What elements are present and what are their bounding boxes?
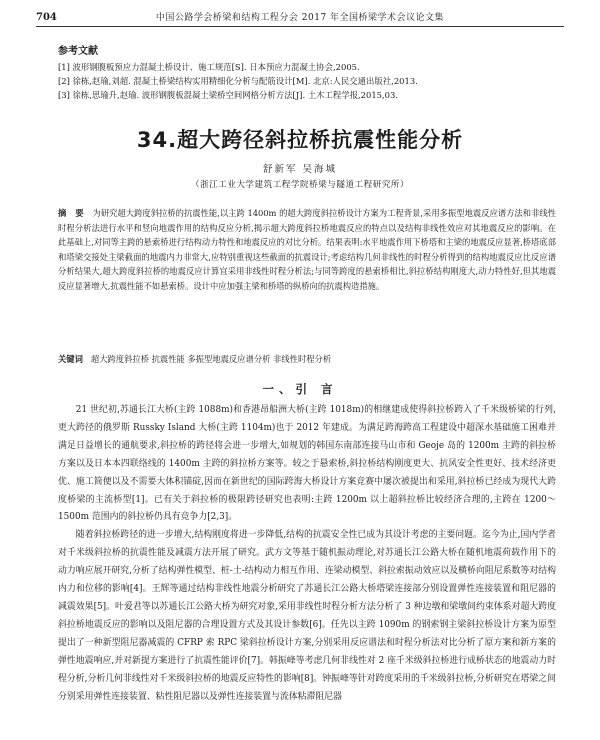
page-number: 704 <box>36 12 57 23</box>
references-heading: 参考文献 <box>58 46 98 57</box>
abstract <box>58 206 556 293</box>
keywords <box>58 352 556 366</box>
article-title: 34.超大跨径斜拉桥抗震性能分析 <box>136 128 464 152</box>
conference-title: 中国公路学会桥梁和结构工程分会 2017 年全国桥梁学术会议论文集 <box>155 13 445 23</box>
body-paragraph: 随着斜拉桥跨径的进一步增大,结构刚度将进一步降低,结构的抗震安全性已成为其设计考虑的主要问题。迄今为止,国内学者对千米级斜拉桥的抗震性能及减震方法开展了研究。武方文等基于随机振动理论,对苏通长江公路大桥在随机地震荷载作用下的动力响应展开研究,分析了结构弹性模型、桩-土-结构动力相互作用、连梁动模型、斜拉索振动效应以及横桥向阻尼系数等对结构内力和位移的影响[4]。王辉等通过结构非线性地震分析研究了苏通长江公路大桥塔梁连接部分别设置弹性连接装置和阻尼器的减震效果[5]。叶爱君等以苏通长江公路大桥为研究对象,采用非线性时程分析方法分析了 3 种边墩和梁墩间约束体系对超大跨度斜拉桥地震反应的影响以及阻尼器的合理设置方式及其设计参数[6]。任先以主跨 1090m 的钢索钢主梁斜拉桥设计方案为原型提出了一种新型阻尼器减震的 CFRP 索 RPC 梁斜拉桥设计方案,分别采用反应谱法和时程分析法对比分析了原方案和新方案的弹性地震响应,并对新提方案进行了抗震性能评价[7]。韩振峰等考虑几何非线性对 2 座千米级斜拉桥进行成桥状态的地震动力时程分析,分析几何非线性对千米级斜拉桥的地震反应特性的影响[8]。钟振峰等针对跨度采用的千米级斜拉桥,分析研究在塔梁之间分别采用弹性连接装置、粘性阻尼器以及弹性连接装置与流体粘滞阻尼器 <box>58 530 556 702</box>
article-affiliation: （浙江工业大学建筑工程学院桥梁与隧道工程研究所） <box>190 180 410 190</box>
abstract-label: 摘 要 <box>58 208 87 218</box>
keywords-text: 超大跨度斜拉桥 抗震性能 多振型地震反应谱分析 非线性时程分析 <box>90 354 332 364</box>
reference-item: [2] 徐栋,赵瑜,刘超. 混凝土桥梁结构实用精细化分析与配筋设计[M]. 北京:人民交通出版社,2013. <box>58 76 418 86</box>
abstract-text: 为研究超大跨度斜拉桥的抗震性能,以主跨 1400m 的超大跨度斜拉桥设计方案为工程背景,采用多振型地震反应谱方法和非线性时程分析法进行水平和竖向地震作用的结构反应分析,揭示超大跨度斜拉桥地震反应的特点以及结构非线性效应对其地震反应的影响。在此基础上,对同等主跨的悬索桥进行结构动力特性和地震反应的对比分析。结果表明:水平地震作用下桥塔和主梁的地震反应显著,桥塔底部和塔梁交接处主梁截面的地震内力非常大,应特别重视这些截面的抗震设计;考虑结构几何非线性的时程分析得到的结构地震反应比反应谱分析结果大,超大跨度斜拉桥的地震反应计算宜采用非线性时程分析法;与同等跨度的悬索桥相比,斜拉桥结构刚度大,动力特性好,但其地震反应显著增大,抗震性能不如悬索桥。设计中应加强主梁和桥塔的纵桥向的抗震构造措施。 <box>58 208 556 291</box>
reference-list <box>58 60 560 102</box>
reference-item: [3] 徐栋,思瑜升,赵瑜. 波形钢腹板混凝土梁桥空间网格分析方法[J]. 土木工程学报,2015,03. <box>58 90 398 100</box>
keywords-label: 关键词 <box>58 354 83 364</box>
running-header <box>36 10 564 27</box>
article-authors: 舒新军 吴海城 <box>262 164 338 175</box>
body-text <box>58 402 556 706</box>
section-heading: 一、引 言 <box>262 382 338 396</box>
reference-item: [1] 波形钢腹板预应力混凝土桥设计、施工规范[S]. 日本预应力混凝土协会,2005. <box>58 62 360 72</box>
body-paragraph: 21 世纪初,苏通长江大桥(主跨 1088m)和香港昂船洲大桥(主跨 1018m)的相继建成使得斜拉桥跨入了千米级桥梁的行列,更大跨径的俄罗斯 Russky Island 大桥(主跨 1104m)也于 2012 年建成。为满足跨海跨高工程建设中超深水基础施工困难并满足日益增长的通航要求,斜拉桥的跨径将会进一步增大,如规划的韩国东南部连接马山市和 Geoje 岛的 1200m 主跨的斜拉桥方案以及日本本四联络线的 1400m 主跨的斜拉桥方案等。较之于悬索桥,斜拉桥结构刚度更大、抗风安全性更好、技术经济更优、施工简便以及不需要大体积锚碇,因而在新世纪的国际跨海大桥设计方案竞赛中屡次被提出和采用,斜拉桥已经成为现代大跨度桥梁的主流桥型[1]。已有关于斜拉桥的极限跨径研究也表明:主跨 1200m 以上超斜拉桥比较经济合理的,主跨在 1200～1500m 范围内的斜拉桥仍具有竞争力[2,3]。 <box>58 405 556 523</box>
